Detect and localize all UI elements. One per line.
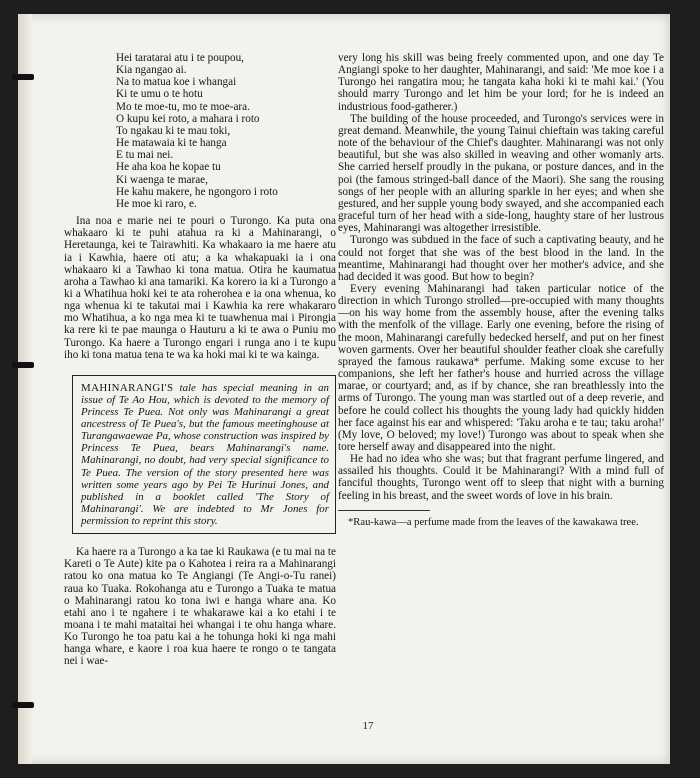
poem	[116, 52, 336, 210]
left-column	[64, 52, 336, 668]
editorial-note-box	[72, 375, 336, 534]
english-paragraph: Turongo was subdued in the face of such a captivating beauty, and he could not forget that she was of the best blood in the land. In the meantime, Mahinarangi had thought over her mother's advice, and she had decided it was good. But how to begin?	[338, 234, 664, 283]
magazine-page	[18, 14, 670, 764]
binding-staple	[12, 362, 34, 368]
poem-line: He aha koa he kopae tu	[116, 161, 221, 174]
poem-line: Ki te umu o te hotu	[116, 88, 203, 101]
english-paragraph: very long his skill was being freely commented upon, and one day Te Angiangi spoke to her daughter, Mahinarangi, and said: 'Me moe koe i a Turongo hei rangatira mou; he tangata kaha hoki ki te mahi kai.' (You should marry Turongo and let him be your lord; for he is indeed an industrious food-gatherer.)	[338, 52, 664, 113]
poem-line: Ki waenga te marae,	[116, 173, 208, 186]
editorial-note-title: MAHINARANGI'S	[81, 381, 174, 394]
poem-line: He matawaia ki te hanga	[116, 137, 227, 150]
editorial-note-text: tale has special meaning in an issue of Te Ao Hou, which is devoted to the memory of Princess Te Puea. Not only was Mahinarangi a great ancestress of Te Puea's, but the famous meetinghouse at Turangawaewae Pa, whose construction was inspired by Princess Te Puea, bears Mahinarangi's name. Mahinarangi, no doubt, had very special significance to Te Puea. The version of the story presented here was written some years ago by Pei Te Hurinui Jones, and published in a booklet called 'The Story of Mahinarangi'. We are indebted to Mr Jones for permission to reprint this story.	[81, 381, 329, 527]
footnote: *Rau-kawa—a perfume made from the leaves of the kawakawa tree.	[348, 516, 639, 528]
poem-line: He kahu makere, he ngongoro i roto	[116, 185, 278, 198]
maori-paragraph: Ina noa e marie nei te pouri o Turongo. Ka puta ona whakaaro ki te puhi atahua ra ki a Mahinarangi, o Heretaunga, kei te Tairawhiti. Ka whakaaro ia me haere atu ia i Kawhia, haere oti atu; a ka whakapuaki ia i ona whakaaro ki a Tawhao ki tona matua. Otira he kaumatua aroha a Tawhao ki ana tamariki. Ka korero ia ki a Turongo a ki a Whatihua hoki kei te ata roherohea e ia ona whenua, ko nga whenua ki te takutai mai i Kawhia ka rere whakararo mo Whatihua, a ko nga mea ki te tuawhenua mai i Pirongia ka rere ki te pae maunga o Hauturu a ki te awa o Puniu mo Turongo. Ka haere a Turongo engari i runga ano i te kupu iho ki tona matua tena te wa ka hoki mai ki te wa kainga.	[64, 215, 336, 361]
binding-staple	[12, 74, 34, 80]
binding-staple	[12, 702, 34, 708]
page-binding	[18, 14, 32, 764]
poem-line: O kupu kei roto, a mahara i roto	[116, 112, 260, 125]
right-column	[338, 52, 664, 529]
poem-line: Kia ngangao ai.	[116, 64, 187, 77]
english-paragraph: The building of the house proceeded, and Turongo's services were in great demand. Meanwhile, the young Tainui chieftain was taking careful note of the behaviour of the Chief's daughter. Mahinarangi was not only beautiful, but she was also skilled in weaving and other womanly arts. She carried herself proudly in the pukana, or posture dances, and in the poi (the famous stringed-ball dance of the Maori). She sang the rousing songs of her people with an alluring sparkle in her eyes; and when she gestured, and her supple young body swayed, and she accompanied each graceful turn of her head with a side-long, haughty stare of her lustrous eyes, Mahinarangi was altogether irresistible.	[338, 112, 664, 235]
english-paragraph: Every evening Mahinarangi had taken particular notice of the direction in which Turongo strolled—pre-occupied with many thoughts—on his way home from the assembly house, after the evening talks with the menfolk of the village. Early one evening, before the rising of the moon, Mahinarangi carefully bedecked herself, and put on her finest woven garments. Over her beautiful shoulder feather cloak she carefully sprayed the famous raukawa* perfume. Making some excuse to her companions, she left her father's house and hurried across the village marae, or courtyard; and, as if by chance, she ran breathlessly into the arms of Turongo. The young man was startled out of a deep reverie, and before he could collect his thoughts the young lady had quickly hidden her face against his ear and whispered: 'Taku aroha e te tau; taku aroha!' (My love, O beloved; my love!) Turongo was about to speak when she tore herself away and disappeared into the night.	[338, 282, 664, 453]
page-number: 17	[362, 720, 374, 732]
poem-line: E tu mai nei.	[116, 149, 174, 162]
footnote-rule	[338, 510, 430, 511]
maori-paragraph: Ka haere ra a Turongo a ka tae ki Raukawa (e tu mai na te Kareti o Te Aute) kite pa o Kahotea i reira ra a Mahinarangi ratou ko ona matua ko Te Angiangi (Te Angi-o-Tu ranei) raua ko Tuaka. Rokohanga atu e Turongo a Tuaka te matua o Mahinarangi ratou ko tona iwi e hanga whare ana. Ko etahi ano i te ngahere i te whakarawe kai a ko etahi i te moana i te mahi mataitai hei whangai i te ohu hanga whare. Ko Turongo he toa patu kai a he tohunga hoki ki nga mahi hanga whare, e kaore i roa kua haere te rongo o te tangata nei i wae-	[64, 546, 336, 668]
poem-line: Na to matua koe i whangai	[116, 76, 237, 89]
poem-line: To ngakau ki te mau toki,	[116, 124, 231, 137]
poem-line: Hei taratarai atu i te poupou,	[116, 52, 244, 64]
poem-line: Mo te moe-tu, mo te moe-ara.	[116, 100, 250, 113]
poem-line: He moe ki raro, e.	[116, 197, 197, 210]
english-paragraph: He had no idea who she was; but that fragrant perfume lingered, and assailed his thoughts. Could it be Mahinarangi? With a mind full of fanciful thoughts, Turongo went off to sleep that night with a burning feeling in his breast, and the sweet words of love in his brain.	[338, 453, 664, 502]
